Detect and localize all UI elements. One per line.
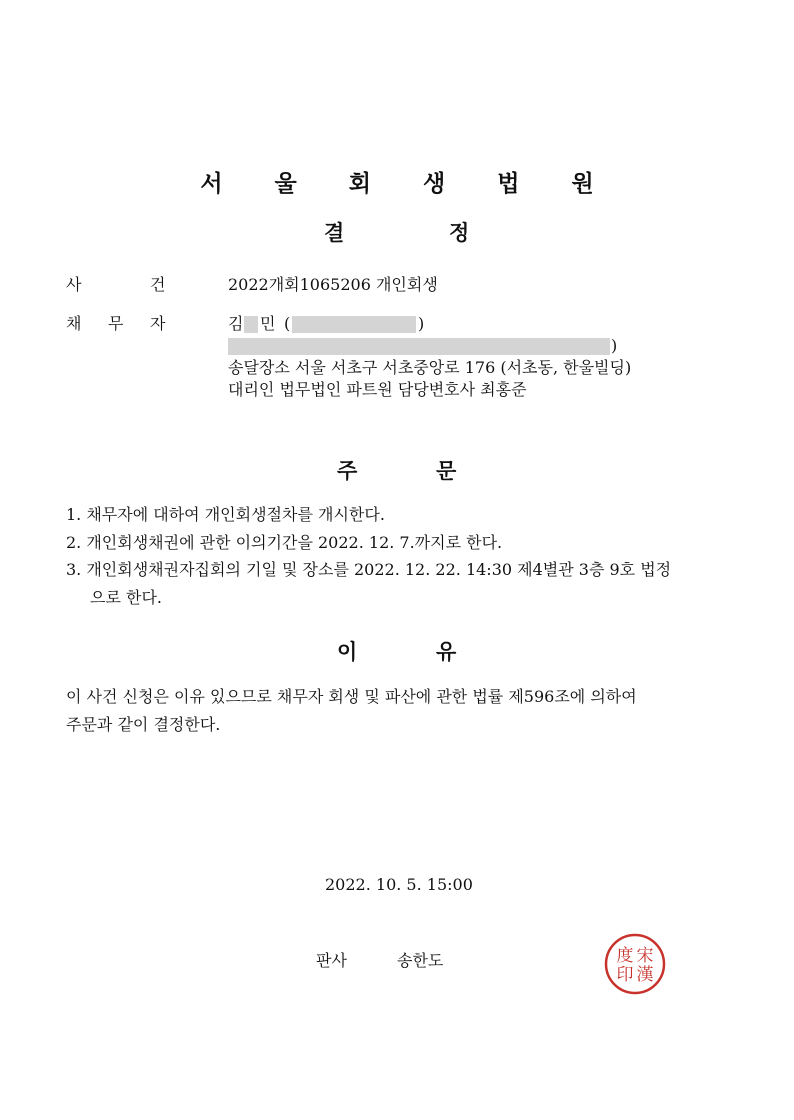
doc-type-left: 결 xyxy=(324,221,345,245)
reason-heading-right: 유 xyxy=(436,640,457,664)
order-heading-right: 문 xyxy=(436,459,457,483)
legal-agent: 대리인 법무법인 파트원 담당변호사 최홍준 xyxy=(228,380,527,399)
case-label-right: 건 xyxy=(150,275,166,294)
case-number: 2022개회1065206 개인회생 xyxy=(228,275,438,294)
svg-text:漢: 漢 xyxy=(636,965,654,985)
decision-date: 2022. 10. 5. 15:00 xyxy=(325,875,473,894)
order-item-2: 2. 개인회생채권에 관한 이의기간을 2022. 12. 7.까지로 한다. xyxy=(66,533,503,552)
order-heading-left: 주 xyxy=(337,459,358,483)
id-open-paren: ( xyxy=(284,314,291,333)
id-close-paren: ) xyxy=(418,314,425,333)
address-close-paren: ) xyxy=(611,336,618,355)
judge-seal-stamp xyxy=(603,932,667,996)
case-label-left: 사 xyxy=(66,275,82,294)
court-name: 서 울 회 생 법 원 xyxy=(200,171,616,197)
id-number-redaction xyxy=(292,316,416,333)
reason-heading-left: 이 xyxy=(337,640,358,664)
name-redaction xyxy=(244,316,258,333)
order-item-3-continued: 으로 한다. xyxy=(90,588,162,607)
debtor-label-2: 무 xyxy=(108,314,124,333)
reason-line-1: 이 사건 신청은 이유 있으므로 채무자 회생 및 파산에 관한 법률 제596조에 의하여 xyxy=(66,687,637,706)
debtor-name-last: 민 xyxy=(260,314,276,333)
svg-text:度: 度 xyxy=(616,946,634,966)
order-item-3: 3. 개인회생채권자집회의 기일 및 장소를 2022. 12. 22. 14:30 제4별관 3층 9호 법정 xyxy=(66,560,672,579)
judge-title: 판사 xyxy=(316,951,347,970)
doc-type-right: 정 xyxy=(449,221,470,245)
debtor-label-3: 자 xyxy=(150,314,166,333)
reason-line-2: 주문과 같이 결정한다. xyxy=(66,715,221,734)
judge-name: 송한도 xyxy=(397,951,444,970)
svg-text:宋: 宋 xyxy=(636,946,654,966)
order-item-1: 1. 채무자에 대하여 개인회생절차를 개시한다. xyxy=(66,505,385,524)
svg-text:印: 印 xyxy=(616,965,634,985)
debtor-name-first: 김 xyxy=(228,314,244,333)
service-address: 송달장소 서울 서초구 서초중앙로 176 (서초동, 한울빌딩) xyxy=(228,358,632,377)
address-redaction xyxy=(228,338,610,355)
debtor-label-1: 채 xyxy=(66,314,82,333)
